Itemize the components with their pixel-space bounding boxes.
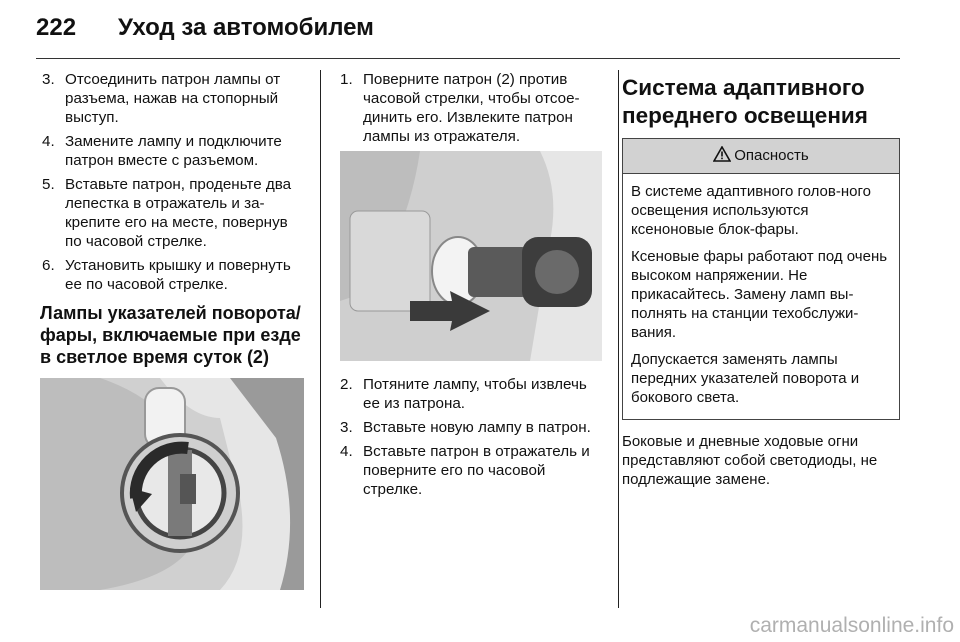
list-item: 5. Вставьте патрон, проденьте два лепестка в отражатель и за-крепите его на месте, повернув по часовой стрелке.	[42, 176, 292, 250]
danger-paragraph: В системе адаптивного голов-ного освещения используются ксеноновые блок-фары.	[631, 183, 871, 238]
list-item: 6. Установить крышку и повернуть ее по часовой стрелке.	[42, 257, 291, 293]
list-item: 3. Вставьте новую лампу в патрон.	[340, 419, 591, 436]
danger-label: Опасность	[734, 147, 809, 164]
turn-signal-heading: Лампы указателей поворота/фары, включаемые при езде в светлое время суток (2)	[40, 303, 301, 367]
danger-box-header	[623, 139, 899, 174]
danger-paragraph: Ксеновые фары работают под очень высоком напряжении. Не прикасайтесь. Замену ламп вы-полнять на станции техобслужи-вания.	[631, 248, 888, 341]
bulb-removal-illustration	[340, 151, 602, 361]
steps-list-3	[340, 375, 602, 499]
page-number: 222	[36, 14, 77, 41]
column-divider-2	[618, 70, 619, 608]
list-item: 4. Замените лампу и подключите патрон вместе с разъемом.	[42, 133, 282, 169]
bulb-socket-illustration	[40, 378, 304, 590]
list-item: 3. Отсоединить патрон лампы от разъема, нажав на стопорный выступ.	[42, 71, 281, 126]
column-3	[622, 70, 902, 489]
adaptive-lighting-heading: Система адаптивного переднего освещения	[622, 75, 868, 128]
danger-box	[622, 138, 900, 420]
warning-triangle-icon	[713, 141, 731, 175]
column-1	[42, 70, 304, 590]
list-item: 2. Потяните лампу, чтобы извлечь ее из патрона.	[340, 376, 587, 412]
steps-list-1	[42, 70, 304, 294]
list-item: 4. Вставьте патрон в отражатель и поверните его по часовой стрелке.	[340, 443, 590, 498]
list-item: 1. Поверните патрон (2) против часовой стрелки, чтобы отсое-динить его. Извлеките патрон лампы из отражателя.	[340, 71, 580, 145]
page-header	[0, 0, 960, 60]
column-divider-1	[320, 70, 321, 608]
steps-list-2	[340, 70, 602, 146]
page-title: Уход за автомобилем	[118, 14, 374, 41]
led-note: Боковые и дневные ходовые огни представляют собой светодиоды, не подлежащие замене.	[622, 433, 878, 488]
danger-box-body	[623, 174, 899, 419]
header-divider	[36, 58, 900, 59]
column-2	[340, 70, 602, 504]
watermark: carmanualsonline.info	[749, 614, 954, 637]
danger-paragraph: Допускается заменять лампы передних указателей поворота и бокового света.	[631, 351, 860, 406]
